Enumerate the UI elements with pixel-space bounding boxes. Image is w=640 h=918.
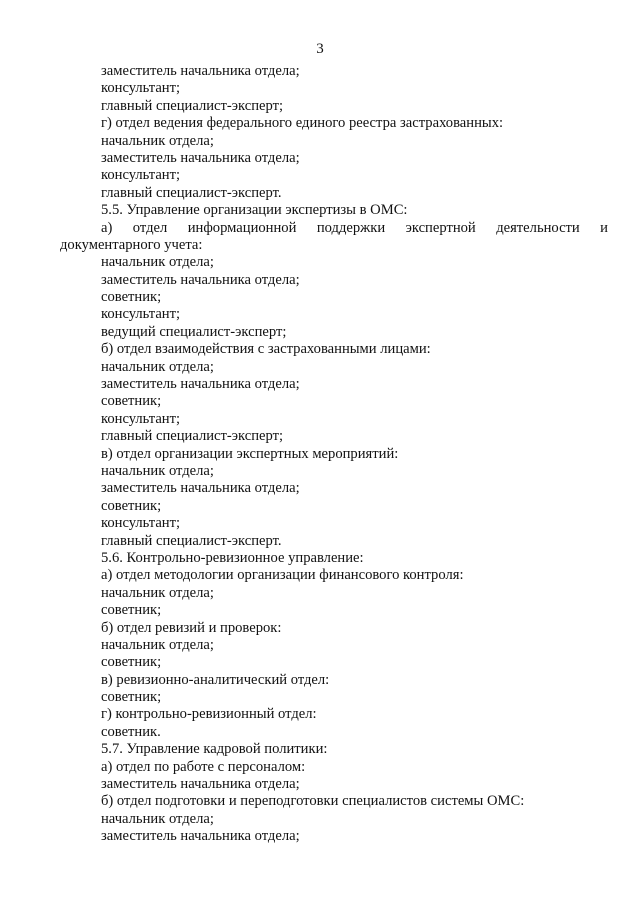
- text-line: заместитель начальника отдела;: [101, 776, 300, 793]
- text-line-justified: а) отдел информационной поддержки экспертной деятельности и: [101, 219, 608, 236]
- text-line: б) отдел ревизий и проверок:: [101, 619, 282, 636]
- text-line: советник;: [101, 497, 162, 514]
- text-line: б) отдел подготовки и переподготовки специалистов системы ОМС:: [101, 793, 525, 810]
- text-line: заместитель начальника отдела;: [101, 271, 300, 288]
- text-line: начальник отдела;: [101, 463, 214, 479]
- text-line: советник;: [101, 289, 162, 306]
- text-line: консультант;: [101, 80, 181, 97]
- text-line: в) ревизионно-аналитический отдел:: [101, 671, 330, 688]
- text-line: начальник отдела;: [101, 584, 214, 601]
- text-line: в) отдел организации экспертных мероприятий:: [101, 445, 399, 462]
- text-line: консультант;: [101, 167, 181, 184]
- text-line: заместитель начальника отдела;: [101, 376, 300, 393]
- section-heading: 5.5. Управление организации экспертизы в ОМС:: [101, 202, 408, 219]
- text-line: консультант;: [101, 410, 181, 427]
- text-line: г) контрольно-ревизионный отдел:: [101, 706, 317, 723]
- text-line: заместитель начальника отдела;: [101, 480, 300, 497]
- text-line: советник.: [101, 723, 161, 740]
- text-line: главный специалист-эксперт.: [101, 184, 282, 201]
- text-line: советник;: [101, 654, 162, 671]
- document-body: [60, 63, 608, 846]
- text-line: начальник отдела;: [101, 810, 214, 827]
- text-line: а) отдел по работе с персоналом:: [101, 758, 306, 775]
- text-line: советник;: [101, 602, 162, 619]
- text-line: советник;: [101, 689, 162, 706]
- text-line: главный специалист-эксперт;: [101, 97, 284, 114]
- text-line: заместитель начальника отдела;: [101, 828, 300, 845]
- text-line: главный специалист-эксперт;: [101, 428, 284, 445]
- text-line: начальник отдела;: [101, 254, 214, 271]
- text-line: консультант;: [101, 306, 181, 323]
- text-line-continuation: документарного учета:: [60, 236, 203, 253]
- page-number: 3: [316, 41, 324, 57]
- text-line: заместитель начальника отдела;: [101, 149, 300, 166]
- text-line: а) отдел методологии организации финансового контроля:: [101, 567, 464, 584]
- text-line: заместитель начальника отдела;: [101, 63, 300, 79]
- text-line: начальник отдела;: [101, 132, 214, 149]
- text-line: б) отдел взаимодействия с застрахованными лицами:: [101, 341, 431, 358]
- text-line: начальник отдела;: [101, 636, 214, 653]
- section-heading: 5.7. Управление кадровой политики:: [101, 741, 328, 758]
- text-line: главный специалист-эксперт.: [101, 532, 282, 549]
- section-heading: 5.6. Контрольно-ревизионное управление:: [101, 549, 364, 566]
- text-line: ведущий специалист-эксперт;: [101, 323, 287, 340]
- text-line: консультант;: [101, 515, 181, 532]
- text-line: начальник отдела;: [101, 358, 214, 375]
- text-line: советник;: [101, 393, 162, 410]
- text-line: г) отдел ведения федерального единого реестра застрахованных:: [101, 115, 504, 132]
